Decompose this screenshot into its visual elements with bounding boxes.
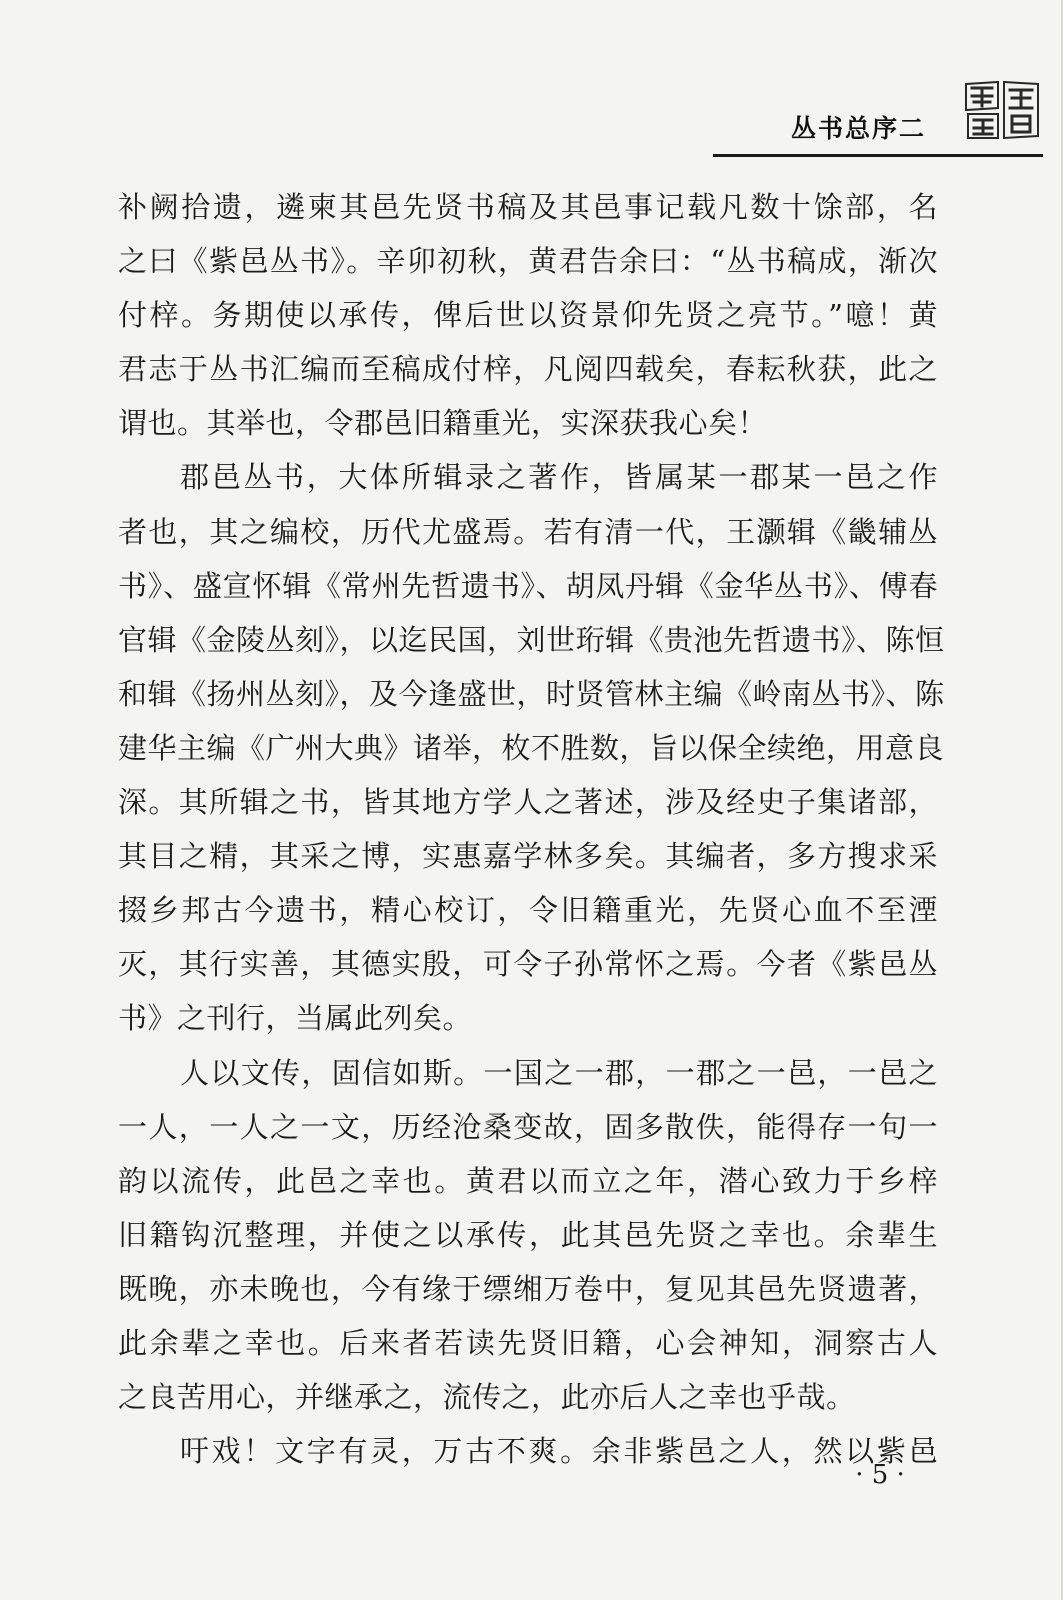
text-line: 付梓。务期使以承传，俾后世以资景仰先贤之亮节。”噫！黄 bbox=[118, 298, 938, 333]
text-line: 和辑《扬州丛刻》，及今逢盛世，时贤管林主编《岭南丛书》、陈 bbox=[118, 676, 945, 711]
preface-body-text bbox=[118, 180, 945, 1478]
text-line: 谓也。其举也，令郡邑旧籍重光，实深获我心矣！ bbox=[118, 406, 768, 441]
text-line: 书》之刊行，当属此列矣。 bbox=[118, 1001, 473, 1036]
text-line: 之曰《紫邑丛书》。辛卯初秋，黄君告余曰：“丛书稿成，渐次 bbox=[118, 244, 938, 279]
page-number: · 5 · bbox=[855, 1460, 905, 1490]
paragraph-first-line: 吁戏！文字有灵，万古不爽。余非紫邑之人，然以紫邑 bbox=[180, 1434, 938, 1469]
text-line: 书》、盛宣怀辑《常州先哲遗书》、胡凤丹辑《金华丛书》、傅春 bbox=[118, 568, 938, 603]
text-line: 者也，其之编校，历代尤盛焉。若有清一代，王灏辑《畿辅丛 bbox=[118, 514, 938, 549]
text-line: 此余辈之幸也。后来者若读先贤旧籍，心会神知，洞察古人 bbox=[118, 1325, 938, 1360]
text-line: 补阙拾遗，遴柬其邑先贤书稿及其邑事记载凡数十馀部，名 bbox=[118, 190, 938, 224]
text-line: 灭，其行实善，其德实殷，可令子孙常怀之焉。今者《紫邑丛 bbox=[118, 947, 938, 982]
running-head-title: 丛书总序二 bbox=[790, 114, 926, 143]
paragraph-first-line: 人以文传，固信如斯。一国之一郡，一郡之一邑，一邑之 bbox=[180, 1055, 938, 1090]
text-line: 深。其所辑之书，皆其地方学人之著述，涉及经史子集诸部， bbox=[118, 785, 938, 820]
text-line: 旧籍钩沉整理，并使之以承传，此其邑先贤之幸也。余辈生 bbox=[118, 1217, 938, 1252]
text-line: 一人，一人之一文，历经沧桑变故，固多散佚，能得存一句一 bbox=[118, 1109, 938, 1144]
text-line: 韵以流传，此邑之幸也。黄君以而立之年，潜心致力于乡梓 bbox=[118, 1163, 938, 1198]
paragraph-first-line: 郡邑丛书，大体所辑录之著作，皆属某一郡某一邑之作 bbox=[180, 460, 938, 495]
text-line: 之良苦用心，并继承之，流传之，此亦后人之幸也乎哉。 bbox=[118, 1380, 856, 1415]
header-rule bbox=[713, 154, 1043, 157]
text-line: 掇乡邦古今遗书，精心校订，令旧籍重光，先贤心血不至湮 bbox=[118, 893, 938, 928]
seal-logo-icon bbox=[962, 78, 1042, 142]
text-line: 其目之精，其采之博，实惠嘉学林多矣。其编者，多方搜求采 bbox=[118, 839, 938, 874]
text-line: 建华主编《广州大典》诸举，枚不胜数，旨以保全续绝，用意良 bbox=[118, 730, 945, 765]
text-line: 官辑《金陵丛刻》，以迄民国，刘世珩辑《贵池先哲遗书》、陈恒 bbox=[118, 622, 945, 657]
text-line: 君志于丛书汇编而至稿成付梓，凡阅四载矣，春耘秋获，此之 bbox=[118, 352, 938, 387]
text-line: 既晚，亦未晚也，今有缘于缥缃万卷中，复见其邑先贤遗著， bbox=[118, 1271, 938, 1306]
